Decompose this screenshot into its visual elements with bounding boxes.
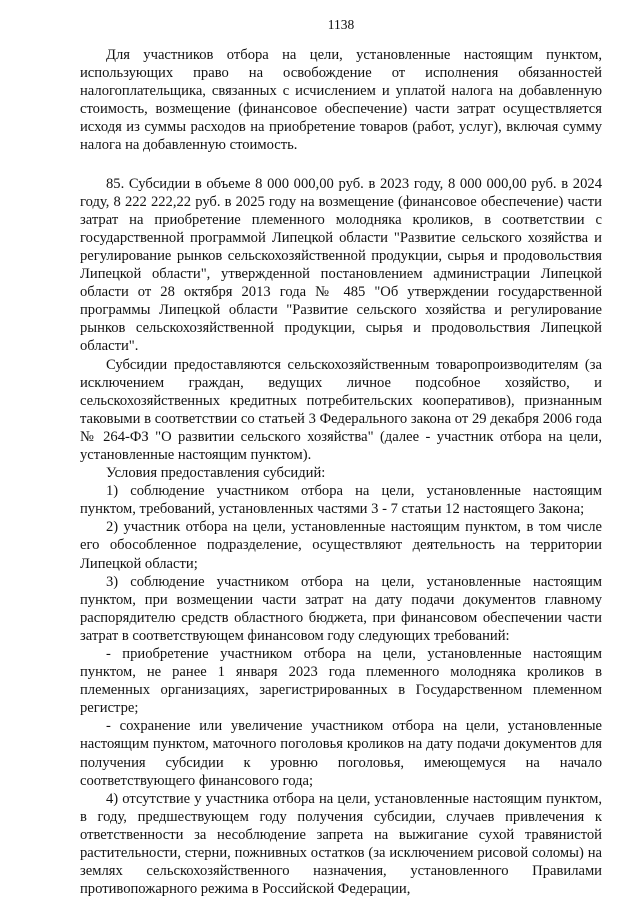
paragraph-condition-4: 4) отсутствие у участника отбора на цели, установленные настоящим пунктом, в году, предшествующем году получения субсидии, случаев привлечения к ответственности за несоблюдение запрета на выжигание сухой травянистой растительности, стерни, пожнивных остатков (за исключением рисовой соломы) на землях сельскохозяйственного назначения, установленного Правилами противопожарного режима в Российской Федерации, xyxy=(80,790,602,898)
paragraph-condition-3: 3) соблюдение участником отбора на цели, установленные настоящим пунктом, при возмещении части затрат на дату подачи документов главному распорядителю средств областного бюджета, при финансовом обеспечении части затрат в соответствующем финансовом году следующих требований: xyxy=(80,573,602,644)
paragraph-item-85: 85. Субсидии в объеме 8 000 000,00 руб. в 2023 году, 8 000 000,00 руб. в 2024 году, 8 222 222,22 руб. в 2025 году на возмещение (финансовое обеспечение) части затрат на приобретение племенного молодняка кроликов, в соответствии с государственной программой Липецкой области "Развитие сельского хозяйства и регулирование рынков сельскохозяйственной продукции, сырья и продовольствия Липецкой области", утвержденной постановлением администрации Липецкой области от 28 октября 2013 года № 485 "Об утверждении государственной программы Липецкой области "Развитие сельского хозяйства и регулирование рынков сельскохозяйственной продукции, сырья и продовольствия Липецкой области". xyxy=(80,175,602,355)
page-number: 1138 xyxy=(327,17,355,32)
paragraph-vat-exemption: Для участников отбора на цели, установленные настоящим пунктом, использующих право на освобождение от исполнения обязанностей налогоплательщика, связанных с исчислением и уплатой налога на добавленную стоимость, возмещение (финансовое обеспечение) части затрат осуществляется исходя из суммы расходов на приобретение товаров (работ, услуг), включая сумму налога на добавленную стоимость. xyxy=(80,47,602,154)
paragraph-condition-2: 2) участник отбора на цели, установленные настоящим пунктом, в том числе его обособленное подразделение, осуществляют деятельность на территории Липецкой области; xyxy=(80,519,602,572)
paragraph-requirement-livestock: - сохранение или увеличение участником отбора на цели, установленные настоящим пунктом, маточного поголовья кроликов на дату подачи документов для получения субсидии к уровню поголовья, имеющемуся на начало соответствующего финансового года; xyxy=(80,718,602,789)
paragraph-conditions-heading: Условия предоставления субсидий: xyxy=(106,465,326,482)
paragraph-recipients: Субсидии предоставляются сельскохозяйственным товаропроизводителям (за исключением граждан, ведущих личное подсобное хозяйство, и сельскохозяйственных кредитных потребительских кооперативов), признанным таковыми в соответствии со статьей 3 Федерального закона от 29 декабря 2006 года № 264-ФЗ "О развитии сельского хозяйства" (далее - участник отбора на цели, установленные настоящим пунктом). xyxy=(80,356,602,463)
paragraph-requirement-purchase: - приобретение участником отбора на цели, установленные настоящим пунктом, не ранее 1 января 2023 года племенного молодняка кроликов в племенных организациях, зарегистрированных в Государственном племенном регистре; xyxy=(80,646,602,717)
paragraph-gap xyxy=(80,155,602,175)
paragraph-condition-1: 1) соблюдение участником отбора на цели, установленные настоящим пунктом, требований, установленных частями 3 - 7 статьи 12 настоящего Закона; xyxy=(80,483,602,518)
